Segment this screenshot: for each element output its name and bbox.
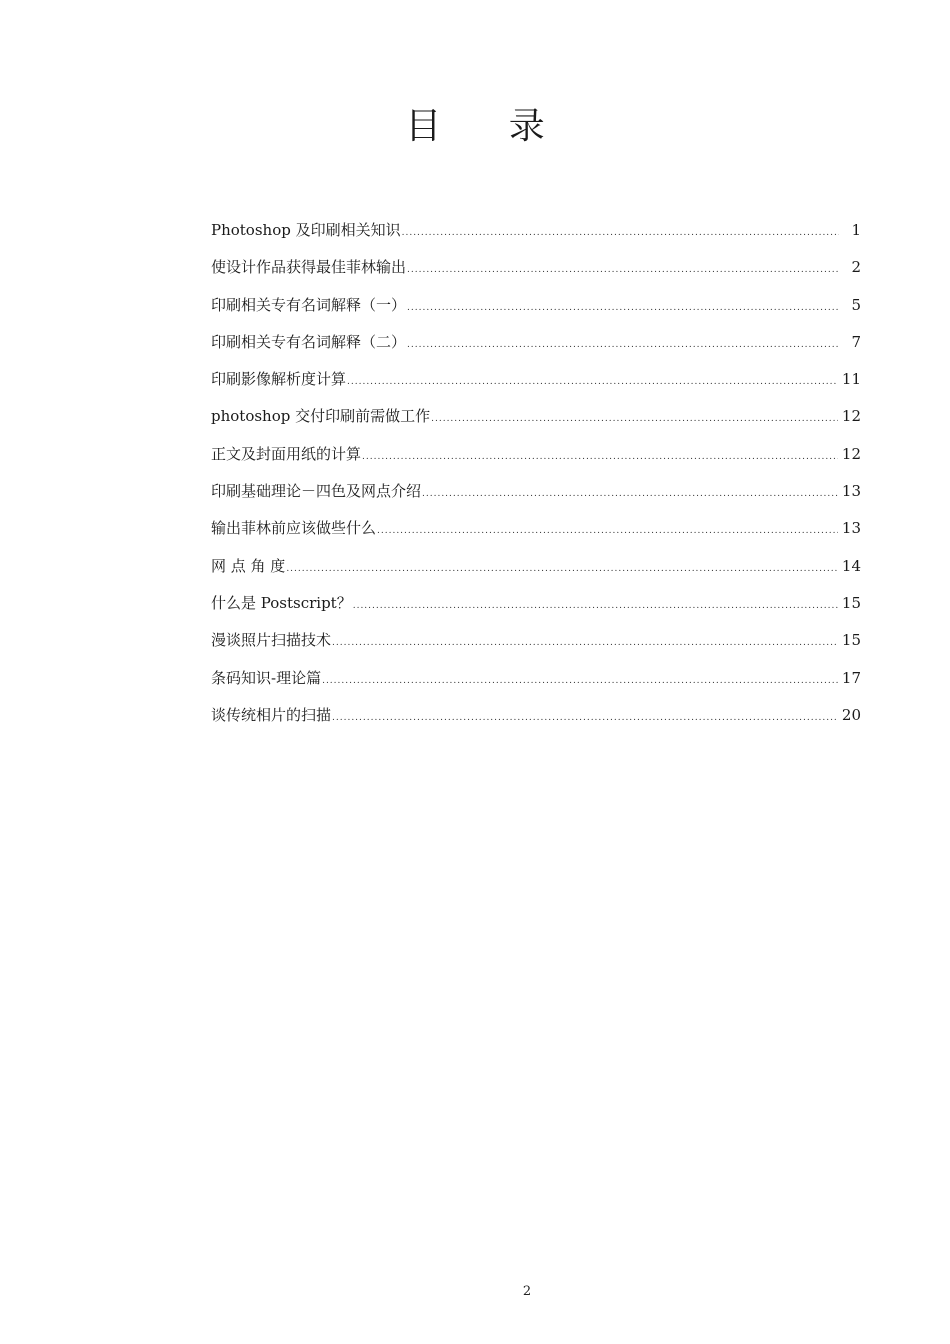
- toc-entry-label: 印刷相关专有名词解释（一）: [211, 295, 407, 314]
- toc-dot-leader: [407, 303, 839, 313]
- toc-entry[interactable]: [211, 219, 861, 256]
- toc-entry-label: 条码知识-理论篇: [211, 668, 322, 687]
- toc-dot-leader: [402, 228, 839, 238]
- toc-entry-page: 14: [841, 556, 861, 575]
- toc-entry-page: 15: [841, 631, 861, 650]
- page-number: 2: [522, 1284, 532, 1299]
- toc-dot-leader: [286, 564, 838, 574]
- toc-entry[interactable]: [211, 256, 861, 293]
- toc-entry-label: 什么是 Postscript？: [211, 593, 352, 612]
- toc-dot-leader: [431, 414, 838, 424]
- toc-entry[interactable]: [211, 555, 861, 592]
- toc-entry-label: 印刷基础理论－四色及网点介绍: [211, 482, 422, 501]
- toc-entry-page: 7: [851, 332, 861, 351]
- toc-entry-page: 1: [851, 221, 861, 239]
- toc-entry-page: 12: [841, 444, 861, 463]
- toc-entry[interactable]: [211, 443, 861, 480]
- toc-entry-page: 20: [841, 705, 861, 724]
- toc-entry-label: 印刷影像解析度计算: [211, 370, 347, 389]
- toc-entry-label: 输出菲林前应该做些什么: [211, 519, 377, 538]
- toc-entry-label: 漫谈照片扫描技术: [211, 631, 332, 650]
- toc-dot-leader: [422, 489, 838, 499]
- toc-dot-leader: [332, 713, 838, 723]
- toc-dot-leader: [377, 526, 838, 536]
- toc-entry-label: photoshop 交付印刷前需做工作: [211, 407, 431, 426]
- toc-dot-leader: [353, 601, 838, 611]
- toc-dot-leader: [407, 340, 839, 350]
- toc-entry[interactable]: [211, 331, 861, 368]
- toc-entry-label: 正文及封面用纸的计算: [211, 444, 362, 463]
- toc-entry-label: 使设计作品获得最佳菲林输出: [211, 258, 407, 277]
- toc-dot-leader: [362, 452, 838, 462]
- toc-entry[interactable]: [211, 405, 861, 442]
- toc-entry[interactable]: [211, 592, 861, 629]
- toc-entry-label: 谈传统相片的扫描: [211, 705, 332, 724]
- toc-entry-label: Photoshop 及印刷相关知识: [211, 221, 401, 239]
- toc-entry-page: 13: [841, 482, 861, 501]
- toc-dot-leader: [332, 638, 838, 648]
- toc-entry-page: 17: [841, 668, 861, 687]
- toc-entry[interactable]: [211, 667, 861, 704]
- toc-entry[interactable]: [211, 629, 861, 666]
- toc-entry-page: 15: [841, 593, 861, 612]
- toc-entry-label: 印刷相关专有名词解释（二）: [211, 332, 407, 351]
- toc-dot-leader: [347, 377, 838, 387]
- toc-entry[interactable]: [211, 368, 861, 405]
- toc-entry-label: 网 点 角 度: [211, 556, 286, 575]
- table-of-contents: [211, 219, 861, 741]
- toc-dot-leader: [407, 265, 839, 275]
- page-title: 目 录: [405, 106, 573, 147]
- toc-entry-page: 13: [841, 519, 861, 538]
- toc-dot-leader: [322, 676, 838, 686]
- toc-entry[interactable]: [211, 704, 861, 741]
- toc-entry[interactable]: [211, 294, 861, 331]
- toc-entry-page: 11: [841, 370, 861, 389]
- toc-entry[interactable]: [211, 517, 861, 554]
- toc-entry-page: 5: [851, 295, 861, 314]
- toc-entry-page: 2: [851, 258, 861, 277]
- toc-entry-page: 12: [841, 407, 861, 426]
- toc-entry[interactable]: [211, 480, 861, 517]
